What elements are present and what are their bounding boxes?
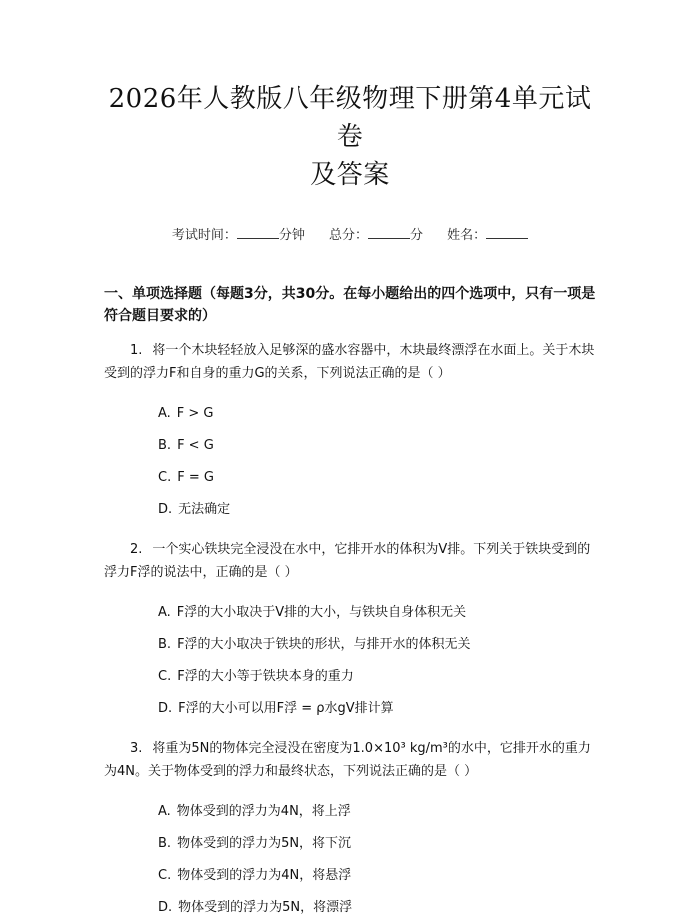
question-number: 3.	[130, 741, 143, 756]
option-text: 物体受到的浮力为5N，将下沉	[177, 836, 352, 851]
option-letter: D.	[158, 701, 173, 716]
option-c	[104, 462, 596, 494]
option-b	[104, 828, 596, 860]
option-text: F浮的大小取决于铁块的形状，与排开水的体积无关	[177, 637, 471, 652]
time-label: 考试时间：	[171, 228, 237, 243]
time-blank	[237, 228, 279, 239]
option-b	[104, 430, 596, 462]
option-text: 物体受到的浮力为5N，将漂浮	[178, 900, 353, 915]
option-text: F浮的大小可以用F浮 = ρ水gV排计算	[178, 701, 394, 716]
option-d	[104, 693, 596, 725]
option-letter: B.	[158, 836, 172, 851]
option-text: F > G	[176, 406, 214, 421]
option-letter: D.	[158, 900, 173, 915]
time-unit: 分钟	[278, 228, 305, 243]
option-letter: A.	[158, 406, 171, 421]
question-3	[104, 737, 596, 924]
option-d	[104, 494, 596, 526]
option-list	[104, 398, 596, 526]
option-c	[104, 661, 596, 693]
option-letter: A.	[158, 804, 171, 819]
title-line-1: 2026年人教版八年级物理下册第4单元试卷	[108, 84, 592, 152]
question-2	[104, 538, 596, 725]
option-letter: D.	[158, 502, 173, 517]
time-field	[172, 224, 305, 243]
score-label: 总分：	[328, 228, 368, 243]
option-letter: C.	[158, 470, 172, 485]
option-a	[104, 796, 596, 828]
option-letter: C.	[158, 868, 172, 883]
option-list	[104, 597, 596, 725]
score-blank	[368, 228, 410, 239]
name-field	[447, 224, 528, 243]
option-d	[104, 892, 596, 924]
question-stem	[104, 339, 596, 385]
option-letter: B.	[158, 438, 172, 453]
name-blank	[486, 228, 528, 239]
option-text: 物体受到的浮力为4N，将上浮	[176, 804, 351, 819]
title-line-2: 及答案	[310, 160, 390, 190]
option-a	[104, 398, 596, 430]
option-letter: B.	[158, 637, 172, 652]
score-unit: 分	[410, 228, 424, 243]
question-text: 将重为5N的物体完全浸没在密度为1.0×10³ kg/m³的水中，它排开水的重力为4N。关于物体受到的浮力和最终状态，下列说法正确的是（ ）	[104, 741, 591, 779]
option-letter: A.	[158, 605, 171, 620]
question-stem	[104, 538, 596, 584]
question-text: 一个实心铁块完全浸没在水中，它排开水的体积为V排。下列关于铁块受到的浮力F浮的说法中，正确的是（ ）	[104, 542, 591, 580]
option-text: F < G	[177, 438, 214, 453]
question-stem	[104, 737, 596, 783]
option-text: F = G	[177, 470, 214, 485]
page-title	[104, 0, 596, 194]
question-1	[104, 339, 596, 526]
option-text: 物体受到的浮力为4N，将悬浮	[177, 868, 352, 883]
question-number: 1.	[130, 343, 143, 358]
option-text: F浮的大小取决于V排的大小，与铁块自身体积无关	[176, 605, 467, 620]
option-b	[104, 629, 596, 661]
option-a	[104, 597, 596, 629]
option-c	[104, 860, 596, 892]
question-number: 2.	[130, 542, 143, 557]
name-label: 姓名：	[447, 228, 487, 243]
option-text: F浮的大小等于铁块本身的重力	[177, 669, 354, 684]
question-text: 将一个木块轻轻放入足够深的盛水容器中，木块最终漂浮在水面上。关于木块受到的浮力F和自身的重力G的关系，下列说法正确的是（ ）	[104, 343, 595, 381]
section-heading: 一、单项选择题（每题3分，共30分。在每小题给出的四个选项中，只有一项是符合题目要求的）	[104, 286, 596, 324]
score-field	[329, 224, 423, 243]
exam-meta	[104, 224, 596, 243]
option-text: 无法确定	[178, 502, 231, 517]
option-letter: C.	[158, 669, 172, 684]
